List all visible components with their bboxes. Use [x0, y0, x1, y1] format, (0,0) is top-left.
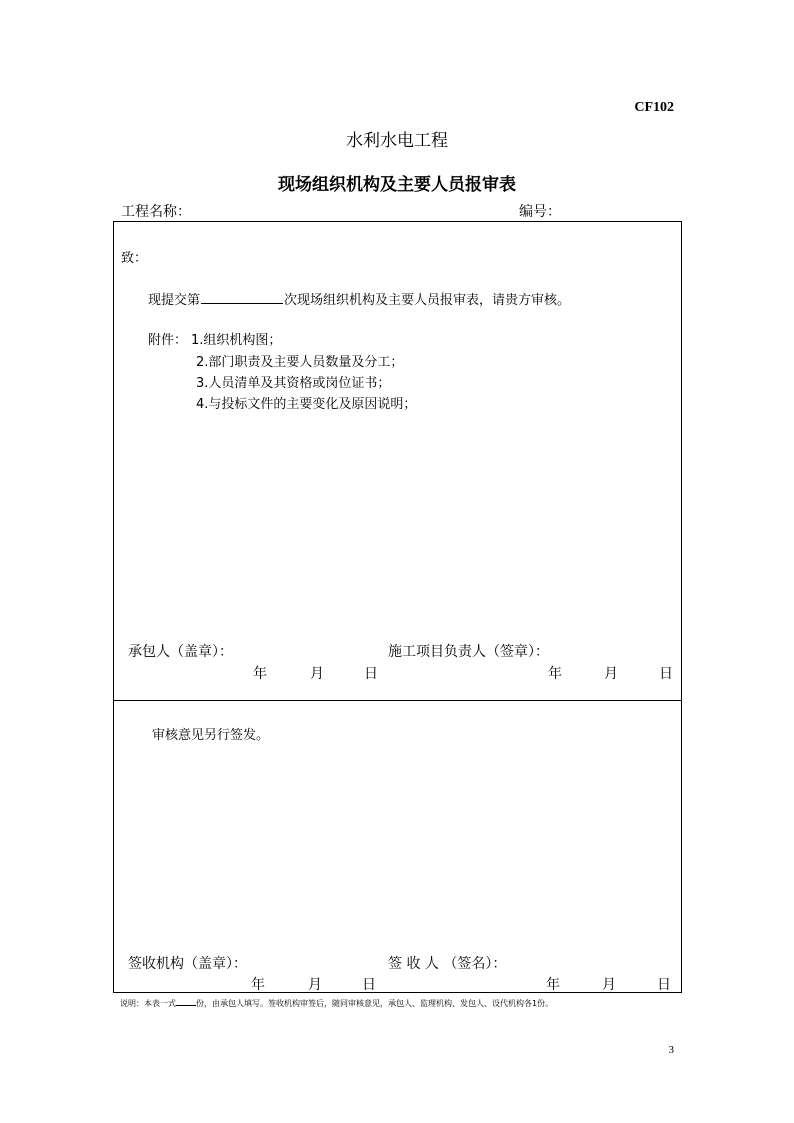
- submit-statement: [148, 289, 570, 308]
- date-year: 年: [546, 977, 560, 993]
- footnote-copies: 1: [532, 999, 538, 1008]
- receiver-signature-label: 签 收 人 （签名）：: [388, 956, 507, 972]
- document-title-line2: 现场组织机构及主要人员报审表: [278, 175, 516, 195]
- attachment-item-4: 4.与投标文件的主要变化及原因说明；: [196, 397, 417, 412]
- project-name-label: 工程名称：: [121, 204, 191, 220]
- contractor-seal-label: 承包人（盖章）：: [128, 644, 233, 660]
- footnote-suffix-a: 份，由承包人填写。签收机构审签后，随同审核意见，承包人、监理机构、发包人、设代机构各: [196, 999, 532, 1008]
- footnote-suffix-b: 份。: [537, 999, 554, 1008]
- number-label: 编号：: [519, 204, 561, 220]
- date-day: 日: [362, 977, 376, 993]
- date-day: 日: [657, 977, 671, 993]
- attachment-item-2: 2.部门职责及主要人员数量及分工；: [196, 355, 404, 370]
- to-label: 致：: [121, 251, 148, 266]
- receiving-org-seal-label: 签收机构（盖章）：: [128, 956, 247, 972]
- date-month: 月: [604, 666, 618, 682]
- form-table: [113, 221, 682, 993]
- section-divider: [114, 700, 681, 701]
- attachment-item-3: 3.人员清单及其资格或岗位证书；: [196, 376, 391, 391]
- date-year: 年: [253, 666, 267, 682]
- page-number: 3: [668, 1044, 674, 1056]
- review-opinion-text: 审核意见另行签发。: [152, 728, 270, 743]
- date-month: 月: [308, 977, 322, 993]
- date-month: 月: [602, 977, 616, 993]
- date-year: 年: [548, 666, 562, 682]
- attachment-item-1: 1.组织机构图；: [191, 333, 282, 348]
- submit-suffix: 次现场组织机构及主要人员报审表，请贵方审核。: [284, 293, 571, 308]
- date-month: 月: [310, 666, 324, 682]
- date-day: 日: [364, 666, 378, 682]
- submission-number-blank[interactable]: [201, 291, 283, 304]
- date-day: 日: [659, 666, 673, 682]
- project-manager-signature-label: 施工项目负责人（签章）：: [388, 644, 549, 660]
- footnote: [120, 997, 553, 1009]
- attachments-label: 附件：: [148, 333, 188, 348]
- copies-blank[interactable]: [176, 997, 196, 1006]
- submit-prefix: 现提交第: [148, 293, 201, 308]
- date-year: 年: [251, 977, 265, 993]
- form-code: CF102: [634, 100, 674, 115]
- document-title-line1: 水利水电工程: [346, 131, 448, 151]
- footnote-prefix: 说明：本表一式: [120, 999, 176, 1008]
